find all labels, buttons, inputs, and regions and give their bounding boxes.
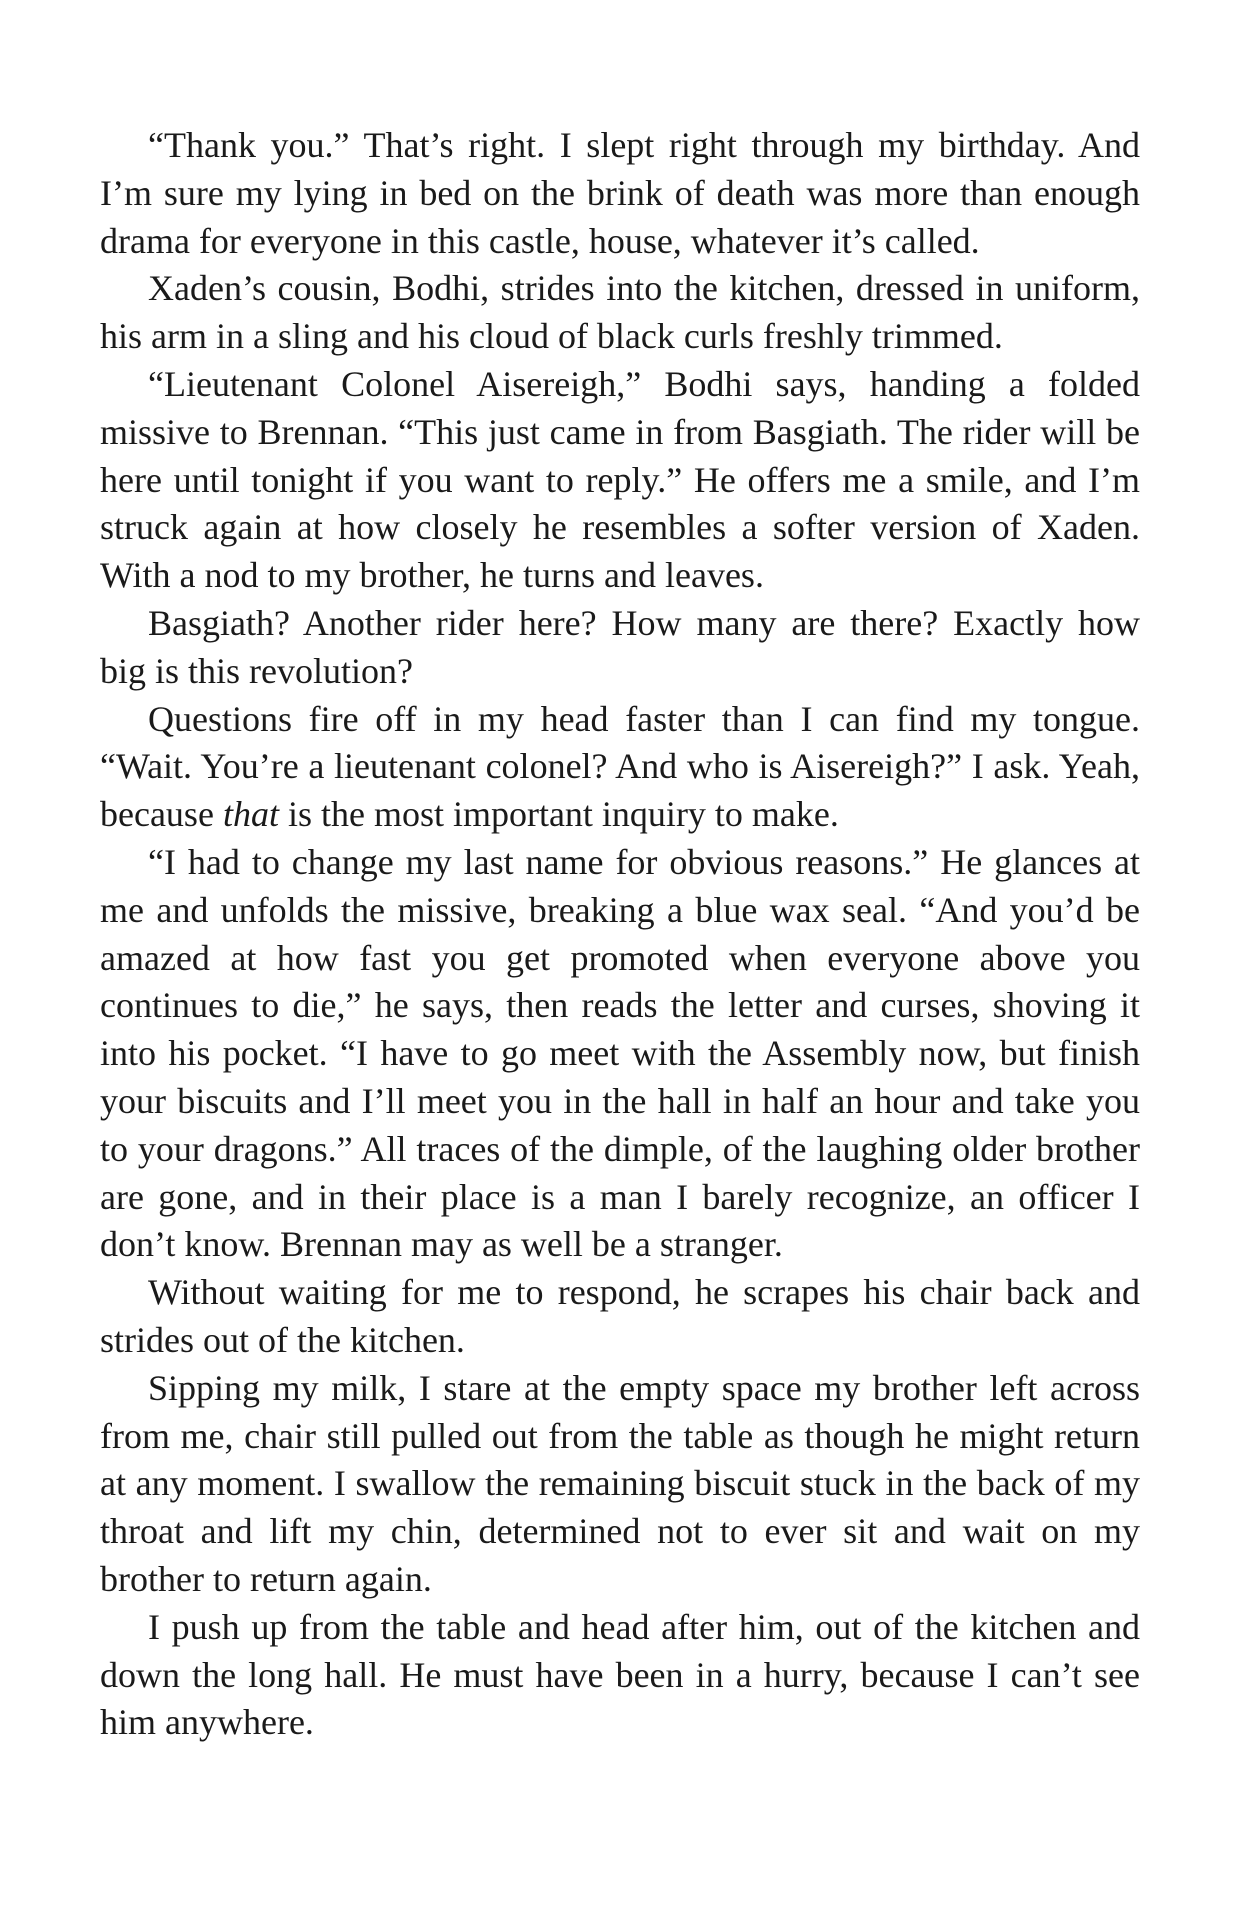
paragraph-8: Sipping my milk, I stare at the empty space my brother left across from me, chair still pulled out from the table as though he might return at any moment. I swallow the remaining biscuit stuck in the back of my throat and lift my chin, determined not to ever sit and wait on my brother to return again. [100,1367,1140,1599]
paragraph-6: “I had to change my last name for obvious reasons.” He glances at me and unfolds the missive, breaking a blue wax seal. “And you’d be amazed at how fast you get promoted when everyone above you continues to die,” he says, then reads the letter and curses, shoving it into his pocket. “I have to go meet with the Assembly now, but finish your biscuits and I’ll meet you in the hall in half an hour and take you to your dragons.” All traces of the dimple, of the laughing older brother are gone, and in their place is a man I barely recognize, an officer I don’t know. Brennan may as well be a stranger. [100,841,1140,1265]
paragraph-7: Without waiting for me to respond, he scrapes his chair back and strides out of the kitchen. [100,1272,1140,1360]
paragraph-5-text-b: is the most important inquiry to make. [278,794,839,835]
paragraph-4: Basgiath? Another rider here? How many are there? Exactly how big is this revolution? [100,602,1140,691]
paragraph-5 [100,696,1140,839]
paragraph-1: “Thank you.” That’s right. I slept right through my birthday. And I’m sure my lying in bed on the brink of death was more than enough drama for everyone in this castle, house, whatever it’s called. [100,125,1140,261]
paragraph-9: I push up from the table and head after him, out of the kitchen and down the long hall. He must have been in a hurry, because I can’t see him anywhere. [100,1606,1140,1743]
book-page [100,122,1140,1747]
paragraph-2: Xaden’s cousin, Bodhi, strides into the kitchen, dressed in uniform, his arm in a sling and his cloud of black curls freshly trimmed. [100,268,1140,357]
paragraph-5-text-a: Questions fire off in my head faster than I can find my tongue. “Wait. You’re a lieutenant colonel? And who is Aisereigh?” I ask. Yeah, because [100,698,1140,835]
paragraph-3: “Lieutenant Colonel Aisereigh,” Bodhi says, handing a folded missive to Brennan. “This just came in from Basgiath. The rider will be here until tonight if you want to reply.” He offers me a smile, and I’m struck again at how closely he resembles a softer version of Xaden. With a nod to my brother, he turns and leaves. [100,363,1140,596]
paragraph-5-italic-word: that [222,794,279,835]
